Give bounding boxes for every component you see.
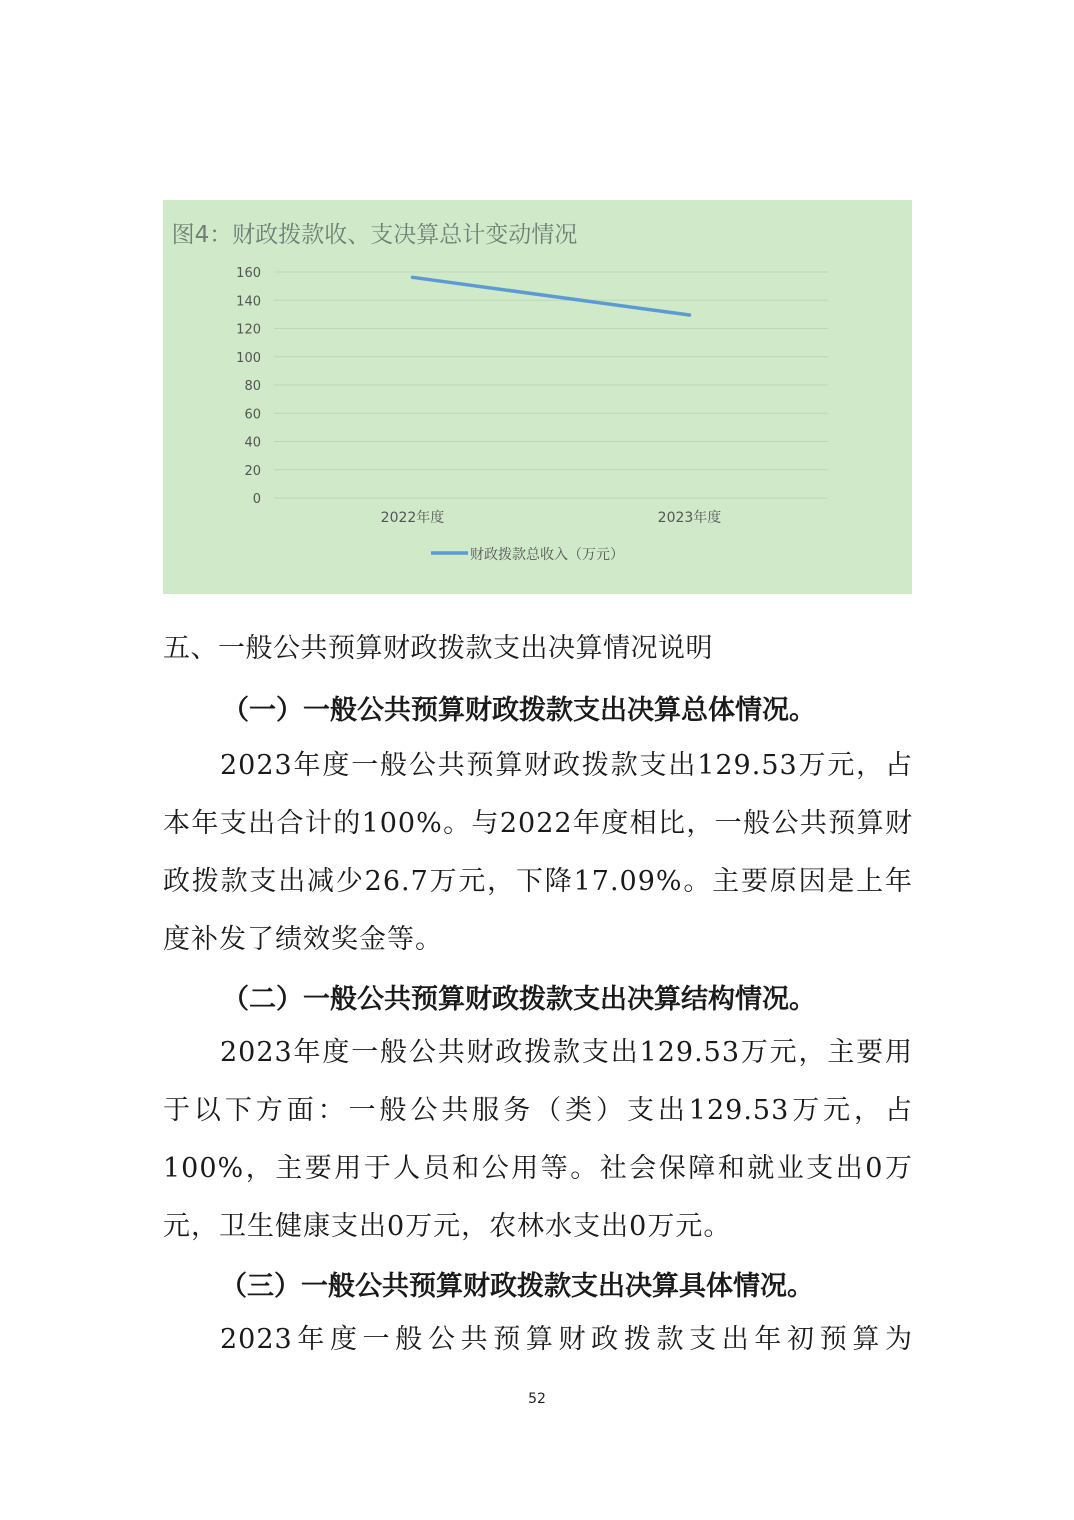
y-tick-label: 80 <box>244 379 261 394</box>
y-tick-label: 40 <box>244 435 261 451</box>
section-heading: 五、一般公共预算财政拨款支出决算情况说明 <box>163 633 713 664</box>
subsection-heading-2: （二）一般公共预算财政拨款支出决算结构情况。 <box>222 984 816 1015</box>
page-number: 52 <box>528 1391 546 1407</box>
series-line <box>413 277 690 315</box>
paragraph-2: 2023年度一般公共财政拨款支出129.53万元，主要用于以下方面：一般公共服务（类）支出129.53万元，占100%，主要用于人员和公用等。社会保障和就业支出0万元，卫生健康支出0万元，农林水支出0万元。 <box>163 1037 913 1242</box>
legend-label: 财政拨款总收入（万元） <box>470 547 624 563</box>
y-tick-label: 100 <box>236 350 261 366</box>
y-tick-label: 0 <box>252 492 261 507</box>
paragraph-1: 2023年度一般公共预算财政拨款支出129.53万元，占本年支出合计的100%。与2022年度相比，一般公共预算财政拨款支出减少26.7万元，下降17.09%。主要原因是上年度补发了绩效奖金等。 <box>163 750 913 955</box>
x-tick-label: 2022年度 <box>380 510 445 526</box>
paragraph-3: 2023年度一般公共预算财政拨款支出年初预算为 <box>220 1324 913 1355</box>
y-tick-label: 160 <box>236 266 261 281</box>
y-tick-label: 20 <box>244 463 261 479</box>
y-tick-label: 120 <box>236 322 261 338</box>
subsection-heading-3: （三）一般公共预算财政拨款支出决算具体情况。 <box>220 1271 814 1302</box>
line-chart <box>163 200 912 594</box>
chart-title: 图4：财政拨款收、支决算总计变动情况 <box>171 222 578 248</box>
chart-canvas <box>163 200 912 594</box>
subsection-heading-1: （一）一般公共预算财政拨款支出决算总体情况。 <box>222 695 816 726</box>
y-tick-label: 140 <box>236 294 261 310</box>
y-tick-label: 60 <box>244 407 261 423</box>
x-tick-label: 2023年度 <box>657 510 722 526</box>
